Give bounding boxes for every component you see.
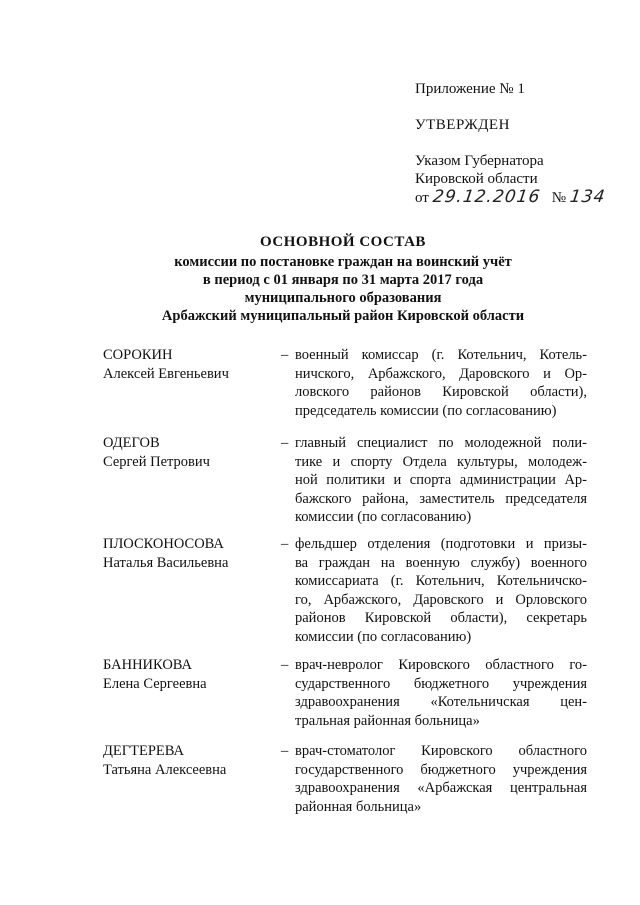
member-given-name: Елена Сергеевна (103, 675, 207, 692)
role-line: тральная районная больница» (295, 712, 480, 729)
role-line: бажского района, заместитель председателя (295, 490, 587, 507)
member-name (103, 742, 281, 822)
role-line: главный специалист по молодежной поли- (295, 435, 587, 451)
role-line: здравоохранения «Арбажская центральная (295, 780, 587, 796)
member-given-name: Алексей Евгеньевич (103, 365, 229, 382)
member-dash: – (281, 536, 289, 552)
member-given-name: Сергей Петрович (103, 453, 210, 470)
decree-date-line (415, 188, 615, 207)
handwritten-number: 134 (568, 187, 607, 207)
role-line: комиссариата (г. Котельнич, Котельничско- (295, 573, 587, 589)
date-prefix: от (415, 190, 429, 206)
role-line: ва граждан на военную службу) военного (295, 554, 587, 571)
member-surname: ОДЕГОВ (103, 435, 160, 451)
member-entry (103, 535, 587, 656)
member-name (103, 346, 281, 434)
role-line: военный комиссар (г. Котельнич, Котель- (295, 347, 587, 363)
member-role (295, 346, 587, 434)
approval-block (415, 80, 615, 207)
approved-label: УТВЕРЖДЕН (415, 117, 510, 133)
appendix-label: Приложение № 1 (415, 81, 525, 97)
member-role (295, 535, 587, 656)
role-line: ловского районов Кировской области), (295, 384, 587, 400)
member-surname: ДЕГТЕРЕВА (103, 743, 184, 759)
member-list (103, 346, 587, 822)
role-line: врач-невролог Кировского областного го- (295, 657, 587, 673)
member-entry (103, 656, 587, 742)
title-line-2: в период с 01 января по 31 марта 2017 года (202, 272, 484, 288)
member-given-name: Татьяна Алексеевна (103, 761, 227, 778)
role-line: фельдшер отделения (подготовки и призы- (295, 536, 587, 552)
title-line-1: комиссии по постановке граждан на воинский учёт (174, 254, 512, 270)
role-line: сударственного бюджетного учреждения (295, 675, 587, 692)
decree-line-2: Кировской области (415, 171, 538, 187)
role-line: здравоохранения «Котельничская цен- (295, 694, 587, 710)
title-line-4: Арбажский муниципальный район Кировской области (161, 308, 525, 324)
member-dash: – (281, 435, 289, 451)
member-entry (103, 742, 587, 822)
member-name (103, 656, 281, 742)
role-line: тике и спорту Отдела культуры, молодеж- (295, 453, 587, 470)
document-title (100, 233, 586, 325)
member-given-name: Наталья Васильевна (103, 554, 229, 571)
title-main: ОСНОВНОЙ СОСТАВ (260, 234, 426, 250)
title-line-3: муниципального образования (244, 290, 442, 306)
member-role (295, 742, 587, 822)
decree-line-1: Указом Губернатора (415, 153, 544, 169)
role-line: комиссии (по согласованию) (295, 509, 472, 525)
member-role (295, 656, 587, 742)
role-line: районная больница» (295, 798, 422, 815)
role-line: врач-стоматолог Кировского областного (295, 743, 587, 759)
member-dash: – (281, 347, 289, 363)
role-line: государственного бюджетного учреждения (295, 761, 587, 778)
number-label: № (551, 190, 567, 206)
member-role (295, 434, 587, 535)
member-entry (103, 434, 587, 535)
role-line: районов Кировской области), секретарь (295, 610, 587, 626)
role-line: го, Арбажского, Даровского и Орловского (295, 591, 587, 608)
member-dash: – (281, 743, 289, 759)
handwritten-date: 29.12.2016 (431, 187, 542, 207)
member-dash: – (281, 657, 289, 673)
member-name (103, 434, 281, 535)
role-line: председатель комиссии (по согласованию) (295, 402, 557, 419)
member-surname: БАННИКОВА (103, 657, 193, 673)
role-line: ной политики и спорта администрации Ар- (295, 472, 587, 488)
role-line: комиссии (по согласованию) (295, 628, 472, 645)
member-surname: ПЛОСКОНОСОВА (103, 536, 224, 552)
member-name (103, 535, 281, 656)
member-entry (103, 346, 587, 434)
member-surname: СОРОКИН (103, 347, 173, 363)
role-line: ничского, Арбажского, Даровского и Ор- (295, 365, 587, 382)
